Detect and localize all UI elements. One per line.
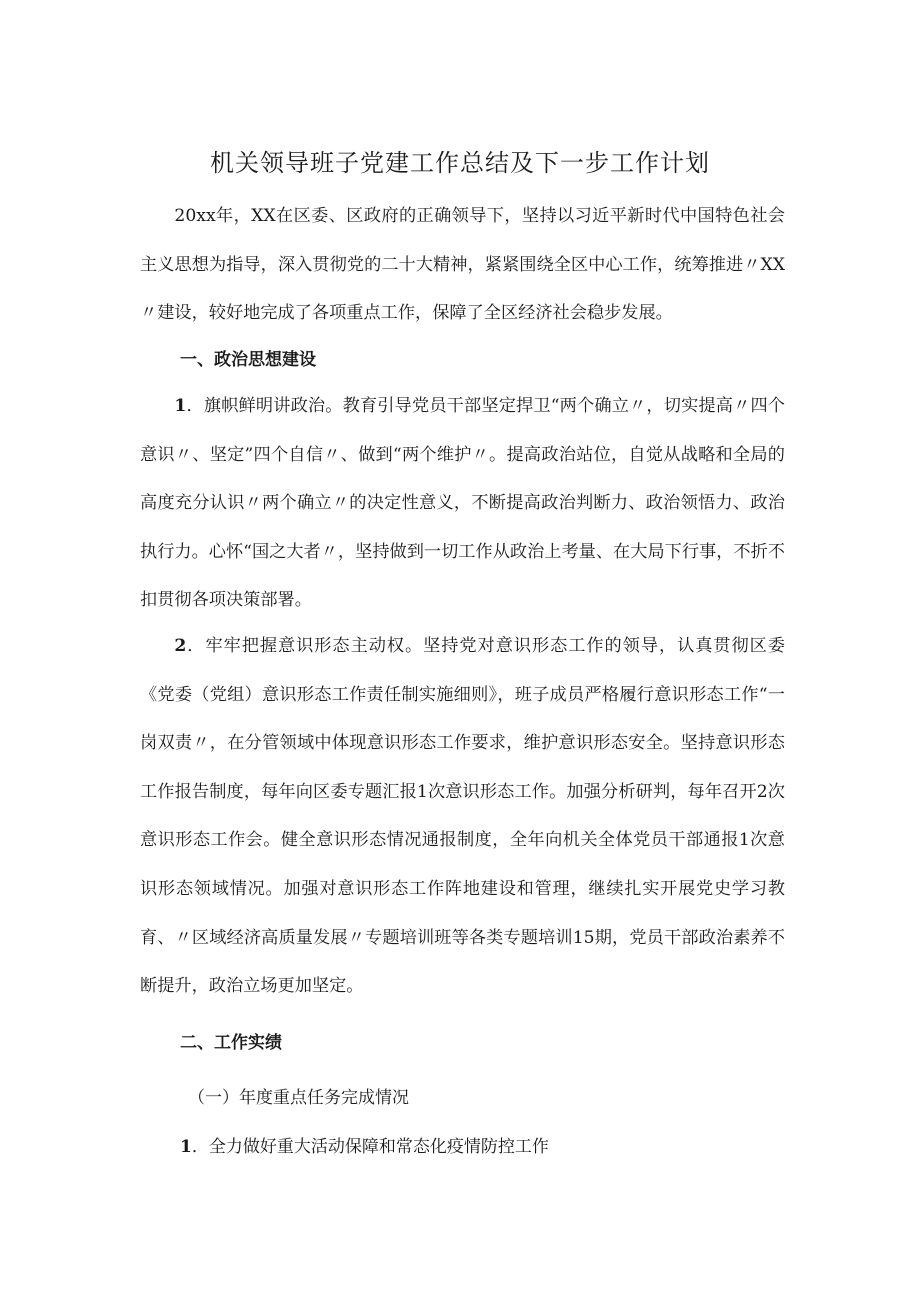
section1-item2-number: 2 [174, 636, 187, 656]
section1-heading: 一、政治思想建设 [180, 350, 316, 370]
intro-paragraph: 20xx年，XX在区委、区政府的正确领导下，坚持以习近平新时代中国特色社会主义思想为指导，深入贯彻党的二十大精神，紧紧围绕全区中心工作，统筹推进〃XX〃建设，较好地完成了各项重点工作，保障了全区经济社会稳步发展。 [140, 206, 785, 324]
section2-item1-title [180, 1132, 549, 1157]
section1-item1-number: 1 [174, 396, 187, 416]
document-title: 机关领导班子党建工作总结及下一步工作计划 [210, 149, 710, 177]
section1-item1-paragraph [140, 382, 785, 625]
section1-item2-paragraph [140, 622, 785, 1011]
section2-subheading: （一）年度重点任务完成情况 [188, 1088, 409, 1108]
section2-item1-text: ．全力做好重大活动保障和常态化疫情防控工作 [191, 1137, 549, 1157]
section2-item1-number: 1 [180, 1137, 192, 1157]
section1-item1-text: ．旗帜鲜明讲政治。教育引导党员干部坚定捍卫“两个确立〃，切实提高〃四个意识〃、坚定”四个自信〃、做到“两个维护〃。提高政治站位，自觉从战略和全局的高度充分认识〃两个确立〃的决定性意义，不断提高政治判断力、政治领悟力、政治执行力。心怀“国之大者〃，坚持做到一切工作从政治上考量、在大局下行事，不折不扣贯彻各项决策部署。 [140, 396, 785, 611]
section1-item2-text: ．牢牢把握意识形态主动权。坚持党对意识形态工作的领导，认真贯彻区委《党委（党组）意识形态工作责任制实施细则》，班子成员严格履行意识形态工作“一岗双责〃，在分管领域中体现意识形态工作要求，维护意识形态安全。坚持意识形态工作报告制度，每年向区委专题汇报1次意识形态工作。加强分析研判，每年召开2次意识形态工作会。健全意识形态情况通报制度，全年向机关全体党员干部通报1次意识形态领域情况。加强对意识形态工作阵地建设和管理，继续扎实开展党史学习教育、〃区域经济高质量发展〃专题培训班等各类专题培训15期，党员干部政治素养不断提升，政治立场更加坚定。 [140, 636, 785, 997]
section2-heading: 二、工作实绩 [180, 1033, 282, 1053]
